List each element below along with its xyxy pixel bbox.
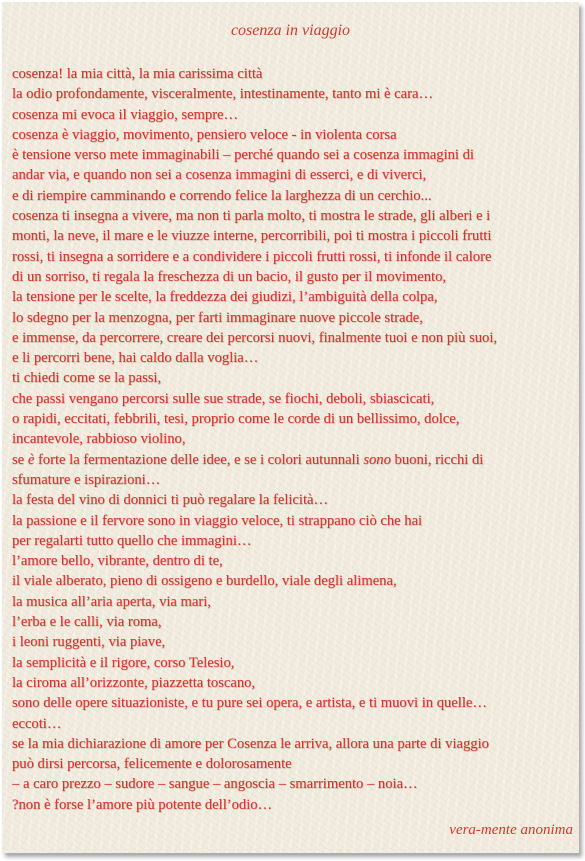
- poem-line: può dirsi percorsa, felicemente e dolorosamente: [12, 756, 292, 773]
- poem-line: la musica all’aria aperta, via mari,: [12, 593, 211, 610]
- poem-line: se è forte la fermentazione delle idee, e se i colori autunnali sono buoni, ricchi di: [12, 451, 484, 468]
- poem-line: che passi vengano percorsi sulle sue strade, se fiochi, deboli, sbiascicati,: [12, 390, 435, 407]
- poem-line: cosenza! la mia città, la mia carissima città: [12, 66, 263, 82]
- poem-line: per regalarti tutto quello che immagini…: [12, 532, 252, 549]
- paper-page: [2, 2, 579, 853]
- poem-line: andar via, e quando non sei a cosenza immagini di esserci, e di viverci,: [12, 167, 427, 184]
- poem-line: e di riempire camminando e correndo felice la larghezza di un cerchio...: [12, 187, 432, 204]
- poem-line: la passione e il fervore sono in viaggio veloce, ti strappano ciò che hai: [12, 512, 423, 529]
- poem-line: cosenza è viaggio, movimento, pensiero veloce - in violenta corsa: [12, 126, 397, 143]
- poem-line: la tensione per le scelte, la freddezza dei giudizi, l’ambiguità della colpa,: [12, 289, 438, 306]
- poem-line: ?non è forse l’amore più potente dell’odio…: [12, 796, 273, 813]
- poem-line: rossi, ti insegna a sorridere e a condividere i piccoli frutti rossi, ti infonde il calore: [12, 248, 492, 265]
- poem-line: la festa del vino di donnici ti può regalare la felicità…: [12, 492, 329, 509]
- poem-title: cosenza in viaggio: [230, 22, 351, 39]
- signature: vera-mente anonima: [449, 822, 573, 838]
- poem-line: è tensione verso mete immaginabili – perché quando sei a cosenza immagini di: [12, 147, 474, 164]
- poem-line: di un sorriso, ti regala la freschezza di un bacio, il gusto per il movimento,: [12, 268, 447, 285]
- poem-line: la odio profondamente, visceralmente, intestinamente, tanto mi è cara…: [12, 86, 434, 103]
- poem-body: [12, 64, 574, 815]
- poem-line: l’erba e le calli, via roma,: [12, 614, 162, 631]
- poem-line: sfumature e ispirazioni…: [12, 471, 161, 488]
- poem-line: eccoti…: [12, 715, 62, 732]
- poem-line: i leoni ruggenti, via piave,: [12, 634, 166, 651]
- poem-line: incantevole, rabbioso violino,: [12, 431, 186, 448]
- poem-line: la ciroma all’orizzonte, piazzetta toscano,: [12, 674, 256, 691]
- poem-line: cosenza mi evoca il viaggio, sempre…: [12, 106, 239, 123]
- poem-line: la semplicità e il rigore, corso Telesio,: [12, 654, 235, 671]
- poem-line: ti chiedi come se la passi,: [12, 370, 162, 387]
- poem-line: l’amore bello, vibrante, dentro di te,: [12, 553, 223, 570]
- poem-line: sono delle opere situazioniste, e tu pure sei opera, e artista, e ti muovi in quelle…: [12, 695, 487, 712]
- poem-line: cosenza ti insegna a vivere, ma non ti parla molto, ti mostra le strade, gli alberi e i: [12, 208, 491, 225]
- poem-line: e immense, da percorrere, creare dei percorsi nuovi, finalmente tuoi e non più suoi,: [12, 329, 498, 346]
- poem-line: se la mia dichiarazione di amore per Cosenza le arriva, allora una parte di viaggio: [12, 735, 489, 752]
- poem-line: o rapidi, eccitati, febbrili, tesi, proprio come le corde di un bellissimo, dolce,: [12, 411, 460, 428]
- poem-line: il viale alberato, pieno di ossigeno e burdello, viale degli alimena,: [12, 573, 397, 590]
- poem-line: e li percorri bene, hai caldo dalla voglia…: [12, 350, 259, 367]
- poem-line: lo sdegno per la menzogna, per farti immaginare nuove piccole strade,: [12, 309, 423, 326]
- poem-line: – a caro prezzo – sudore – sangue – angoscia – smarrimento – noia…: [12, 776, 418, 793]
- poem-line: monti, la neve, il mare e le viuzze interne, percorribili, poi ti mostra i piccoli frutti: [12, 228, 492, 245]
